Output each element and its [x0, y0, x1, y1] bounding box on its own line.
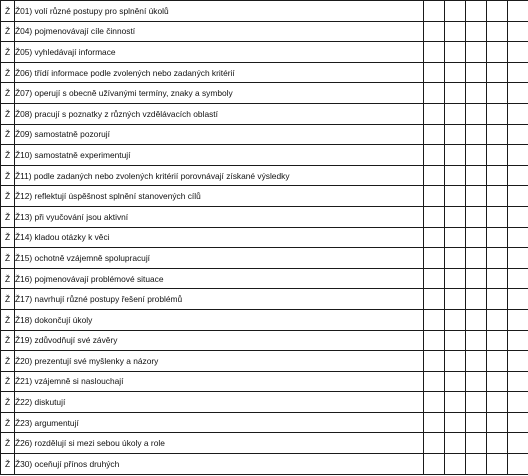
row-marker: Ž [1, 21, 15, 42]
rating-cell-3[interactable] [466, 103, 487, 124]
rating-cell-1[interactable] [424, 289, 445, 310]
rating-cell-2[interactable] [445, 433, 466, 454]
checklist-row [1, 268, 528, 289]
competency-label: Ž17) navrhují různé postupy řešení problémů [15, 289, 424, 310]
competency-label: Ž08) pracují s poznatky z různých vzdělávacích oblastí [15, 103, 424, 124]
rating-cell-2[interactable] [445, 330, 466, 351]
competency-label: Ž23) argumentují [15, 412, 424, 433]
rating-cell-3[interactable] [466, 289, 487, 310]
rating-cell-2[interactable] [445, 289, 466, 310]
rating-cell-1[interactable] [424, 21, 445, 42]
rating-cell-5[interactable] [508, 289, 528, 310]
rating-cell-5[interactable] [508, 351, 528, 372]
competency-label: Ž06) třídí informace podle zvolených nebo zadaných kritérií [15, 62, 424, 83]
checklist-row [1, 124, 528, 145]
competency-label: Ž21) vzájemně si naslouchají [15, 371, 424, 392]
row-marker: Ž [1, 268, 15, 289]
competency-label: Ž26) rozdělují si mezi sebou úkoly a role [15, 433, 424, 454]
checklist-row [1, 351, 528, 372]
competency-label: Ž12) reflektují úspěšnost splnění stanovených cílů [15, 186, 424, 207]
checklist-row [1, 330, 528, 351]
row-marker: Ž [1, 392, 15, 413]
checklist-row [1, 227, 528, 248]
checklist-row [1, 145, 528, 166]
competency-label: Ž10) samostatně experimentují [15, 145, 424, 166]
rating-cell-5[interactable] [508, 227, 528, 248]
rating-cell-1[interactable] [424, 145, 445, 166]
rating-cell-5[interactable] [508, 206, 528, 227]
rating-cell-3[interactable] [466, 433, 487, 454]
rating-cell-5[interactable] [508, 42, 528, 63]
rating-cell-3[interactable] [466, 351, 487, 372]
rating-cell-4[interactable] [487, 330, 508, 351]
row-marker: Ž [1, 351, 15, 372]
checklist-row [1, 42, 528, 63]
competency-label: Ž09) samostatně pozorují [15, 124, 424, 145]
rating-cell-4[interactable] [487, 433, 508, 454]
checklist-row [1, 103, 528, 124]
rating-cell-5[interactable] [508, 454, 528, 475]
rating-cell-4[interactable] [487, 145, 508, 166]
rating-cell-3[interactable] [466, 62, 487, 83]
rating-cell-2[interactable] [445, 371, 466, 392]
rating-cell-1[interactable] [424, 412, 445, 433]
rating-cell-3[interactable] [466, 330, 487, 351]
row-marker: Ž [1, 371, 15, 392]
competency-label: Ž15) ochotně vzájemně spolupracují [15, 248, 424, 269]
row-marker: Ž [1, 330, 15, 351]
checklist-row [1, 1, 528, 22]
rating-cell-2[interactable] [445, 83, 466, 104]
rating-cell-4[interactable] [487, 454, 508, 475]
rating-cell-4[interactable] [487, 289, 508, 310]
rating-cell-1[interactable] [424, 206, 445, 227]
rating-cell-1[interactable] [424, 392, 445, 413]
row-marker: Ž [1, 289, 15, 310]
rating-cell-5[interactable] [508, 392, 528, 413]
rating-cell-4[interactable] [487, 83, 508, 104]
rating-cell-4[interactable] [487, 186, 508, 207]
rating-cell-3[interactable] [466, 268, 487, 289]
rating-cell-5[interactable] [508, 1, 528, 22]
rating-cell-4[interactable] [487, 351, 508, 372]
checklist-row [1, 62, 528, 83]
rating-cell-4[interactable] [487, 371, 508, 392]
rating-cell-3[interactable] [466, 412, 487, 433]
competency-label: Ž13) při vyučování jsou aktivní [15, 206, 424, 227]
rating-cell-5[interactable] [508, 433, 528, 454]
rating-cell-2[interactable] [445, 309, 466, 330]
rating-cell-4[interactable] [487, 268, 508, 289]
rating-cell-4[interactable] [487, 1, 508, 22]
rating-cell-1[interactable] [424, 309, 445, 330]
rating-cell-2[interactable] [445, 268, 466, 289]
rating-cell-5[interactable] [508, 124, 528, 145]
rating-cell-4[interactable] [487, 124, 508, 145]
competency-label: Ž07) operují s obecně užívanými termíny, znaky a symboly [15, 83, 424, 104]
row-marker: Ž [1, 42, 15, 63]
rating-cell-1[interactable] [424, 62, 445, 83]
rating-cell-3[interactable] [466, 227, 487, 248]
checklist-row [1, 165, 528, 186]
rating-cell-3[interactable] [466, 1, 487, 22]
rating-cell-5[interactable] [508, 186, 528, 207]
rating-cell-2[interactable] [445, 227, 466, 248]
rating-cell-2[interactable] [445, 392, 466, 413]
rating-cell-5[interactable] [508, 62, 528, 83]
rating-cell-1[interactable] [424, 454, 445, 475]
rating-cell-2[interactable] [445, 1, 466, 22]
rating-cell-1[interactable] [424, 248, 445, 269]
competency-label: Ž16) pojmenovávají problémové situace [15, 268, 424, 289]
checklist-row [1, 248, 528, 269]
row-marker: Ž [1, 83, 15, 104]
checklist-row [1, 454, 528, 475]
checklist-body [1, 1, 528, 475]
rating-cell-4[interactable] [487, 227, 508, 248]
rating-cell-1[interactable] [424, 371, 445, 392]
row-marker: Ž [1, 62, 15, 83]
checklist-row [1, 289, 528, 310]
rating-cell-2[interactable] [445, 145, 466, 166]
rating-cell-1[interactable] [424, 1, 445, 22]
rating-cell-4[interactable] [487, 62, 508, 83]
row-marker: Ž [1, 145, 15, 166]
checklist-row [1, 433, 528, 454]
rating-cell-4[interactable] [487, 103, 508, 124]
rating-cell-2[interactable] [445, 103, 466, 124]
rating-cell-2[interactable] [445, 206, 466, 227]
rating-cell-4[interactable] [487, 248, 508, 269]
rating-cell-2[interactable] [445, 21, 466, 42]
rating-cell-3[interactable] [466, 165, 487, 186]
rating-cell-3[interactable] [466, 186, 487, 207]
competency-label: Ž05) vyhledávají informace [15, 42, 424, 63]
rating-cell-3[interactable] [466, 392, 487, 413]
checklist-row [1, 21, 528, 42]
rating-cell-1[interactable] [424, 124, 445, 145]
rating-cell-3[interactable] [466, 145, 487, 166]
rating-cell-1[interactable] [424, 268, 445, 289]
rating-cell-1[interactable] [424, 330, 445, 351]
competency-label: Ž20) prezentují své myšlenky a názory [15, 351, 424, 372]
rating-cell-1[interactable] [424, 186, 445, 207]
rating-cell-4[interactable] [487, 21, 508, 42]
checklist-row [1, 206, 528, 227]
competency-label: Ž19) zdůvodňují své závěry [15, 330, 424, 351]
rating-cell-3[interactable] [466, 42, 487, 63]
rating-cell-2[interactable] [445, 124, 466, 145]
checklist-row [1, 309, 528, 330]
rating-cell-1[interactable] [424, 42, 445, 63]
row-marker: Ž [1, 1, 15, 22]
rating-cell-5[interactable] [508, 330, 528, 351]
row-marker: Ž [1, 227, 15, 248]
checklist-row [1, 412, 528, 433]
competency-label: Ž01) volí různé postupy pro splnění úkolů [15, 1, 424, 22]
rating-cell-1[interactable] [424, 83, 445, 104]
row-marker: Ž [1, 206, 15, 227]
rating-cell-4[interactable] [487, 412, 508, 433]
checklist-row [1, 371, 528, 392]
row-marker: Ž [1, 454, 15, 475]
rating-cell-5[interactable] [508, 165, 528, 186]
rating-cell-3[interactable] [466, 21, 487, 42]
rating-cell-5[interactable] [508, 371, 528, 392]
row-marker: Ž [1, 165, 15, 186]
row-marker: Ž [1, 309, 15, 330]
competency-label: Ž22) diskutují [15, 392, 424, 413]
competency-label: Ž18) dokončují úkoly [15, 309, 424, 330]
checklist-row [1, 83, 528, 104]
rating-cell-2[interactable] [445, 412, 466, 433]
competency-label: Ž04) pojmenovávají cíle činností [15, 21, 424, 42]
rating-cell-4[interactable] [487, 42, 508, 63]
rating-cell-4[interactable] [487, 309, 508, 330]
rating-cell-5[interactable] [508, 248, 528, 269]
rating-cell-4[interactable] [487, 165, 508, 186]
rating-cell-4[interactable] [487, 206, 508, 227]
checklist-row [1, 186, 528, 207]
row-marker: Ž [1, 186, 15, 207]
row-marker: Ž [1, 103, 15, 124]
rating-cell-5[interactable] [508, 145, 528, 166]
rating-cell-1[interactable] [424, 351, 445, 372]
rating-cell-1[interactable] [424, 433, 445, 454]
rating-cell-2[interactable] [445, 351, 466, 372]
rating-cell-1[interactable] [424, 227, 445, 248]
rating-cell-2[interactable] [445, 248, 466, 269]
rating-cell-3[interactable] [466, 83, 487, 104]
rating-cell-2[interactable] [445, 42, 466, 63]
rating-cell-1[interactable] [424, 165, 445, 186]
row-marker: Ž [1, 433, 15, 454]
rating-cell-3[interactable] [466, 124, 487, 145]
rating-cell-5[interactable] [508, 103, 528, 124]
row-marker: Ž [1, 412, 15, 433]
rating-cell-5[interactable] [508, 268, 528, 289]
rating-cell-5[interactable] [508, 83, 528, 104]
rating-cell-5[interactable] [508, 309, 528, 330]
rating-cell-5[interactable] [508, 412, 528, 433]
competency-label: Ž30) oceňují přínos druhých [15, 454, 424, 475]
checklist-row [1, 392, 528, 413]
rating-cell-5[interactable] [508, 21, 528, 42]
rating-cell-3[interactable] [466, 454, 487, 475]
competency-label: Ž14) kladou otázky k věci [15, 227, 424, 248]
rating-cell-2[interactable] [445, 454, 466, 475]
rating-cell-3[interactable] [466, 371, 487, 392]
rating-cell-2[interactable] [445, 62, 466, 83]
rating-cell-3[interactable] [466, 248, 487, 269]
rating-cell-4[interactable] [487, 392, 508, 413]
rating-cell-3[interactable] [466, 206, 487, 227]
row-marker: Ž [1, 248, 15, 269]
rating-cell-1[interactable] [424, 103, 445, 124]
competency-label: Ž11) podle zadaných nebo zvolených kritérií porovnávají získané výsledky [15, 165, 424, 186]
rating-cell-2[interactable] [445, 186, 466, 207]
rating-cell-2[interactable] [445, 165, 466, 186]
rating-cell-3[interactable] [466, 309, 487, 330]
row-marker: Ž [1, 124, 15, 145]
